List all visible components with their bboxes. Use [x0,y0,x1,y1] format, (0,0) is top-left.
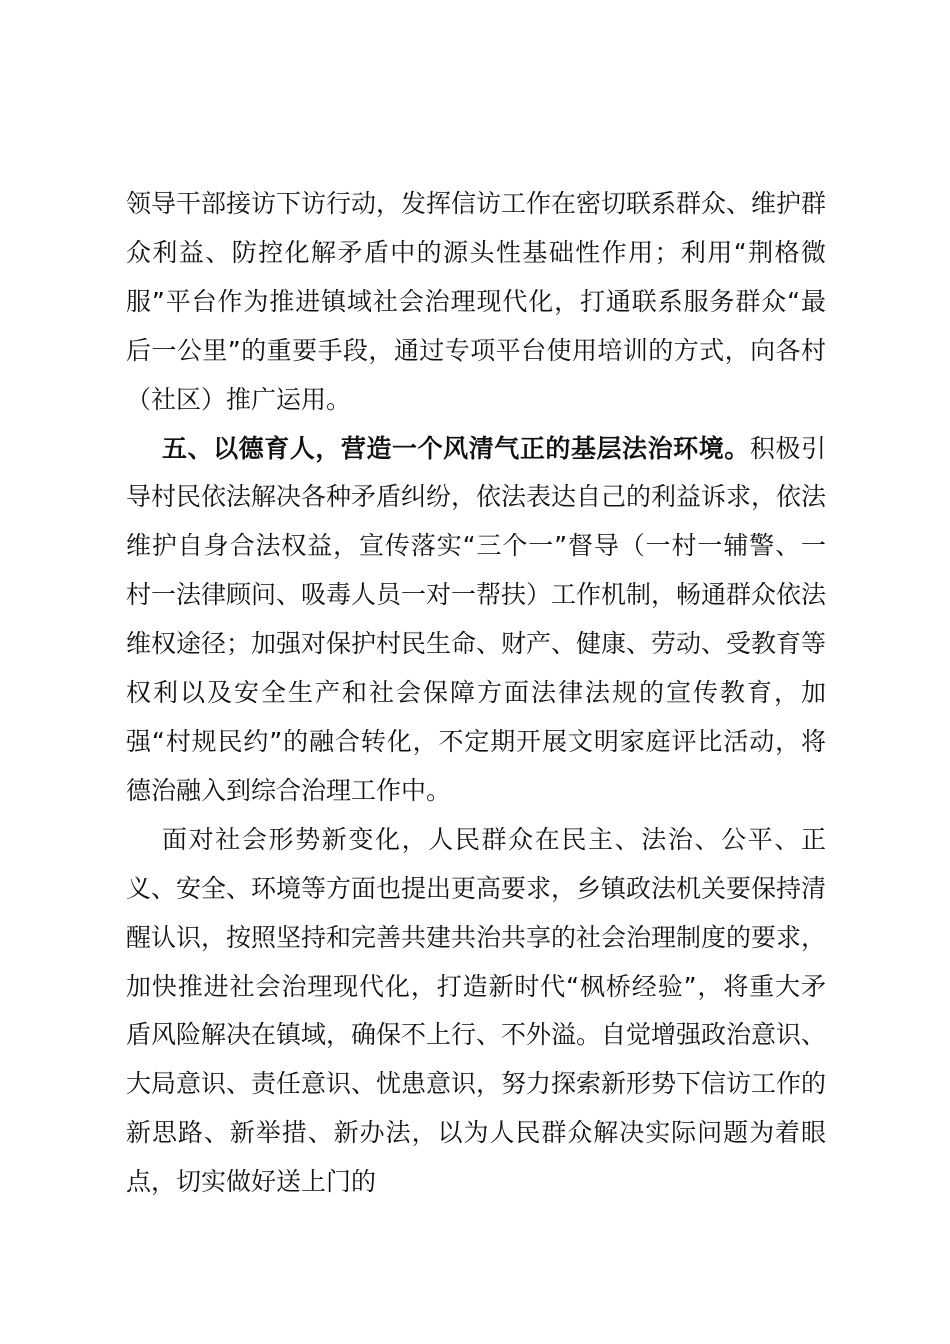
section-5-body: 积极引导村民依法解决各种矛盾纠纷，依法表达自己的利益诉求，依法维护自身合法权益，宣传落实“三个一”督导（一村一辅警、一村一法律顾问、吸毒人员一对一帮扶）工作机制，畅通群众依法维权途径；加强对保护村民生命、财产、健康、劳动、受教育等权利以及安全生产和社会保障方面法律法规的宣传教育，加强“村规民约”的融合转化，不定期开展文明家庭评比活动，将德治融入到综合治理工作中。 [126,433,827,805]
document-body [126,180,826,1207]
paragraph-continued: 领导干部接访下访行动，发挥信访工作在密切联系群众、维护群众利益、防控化解矛盾中的源头性基础性作用；利用“荆格微服”平台作为推进镇域社会治理现代化，打通联系服务群众“最后一公里”的重要手段，通过专项平台使用培训的方式，向各村（社区）推广运用。 [126,189,827,414]
closing-paragraph: 面对社会形势新变化，人民群众在民主、法治、公平、正义、安全、环境等方面也提出更高要求，乡镇政法机关要保持清醒认识，按照坚持和完善共建共治共享的社会治理制度的要求，加快推进社会治理现代化，打造新时代“枫桥经验”，将重大矛盾风险解决在镇域，确保不上行、不外溢。自觉增强政治意识、大局意识、责任意识、忧患意识，努力探索新形势下信访工作的新思路、新举措、新办法，以为人民群众解决实际问题为着眼点，切实做好送上门的 [126,824,827,1197]
section-5-paragraph [126,425,826,816]
section-5-heading: 五、以德育人，营造一个风清气正的基层法治环境。 [162,433,750,463]
